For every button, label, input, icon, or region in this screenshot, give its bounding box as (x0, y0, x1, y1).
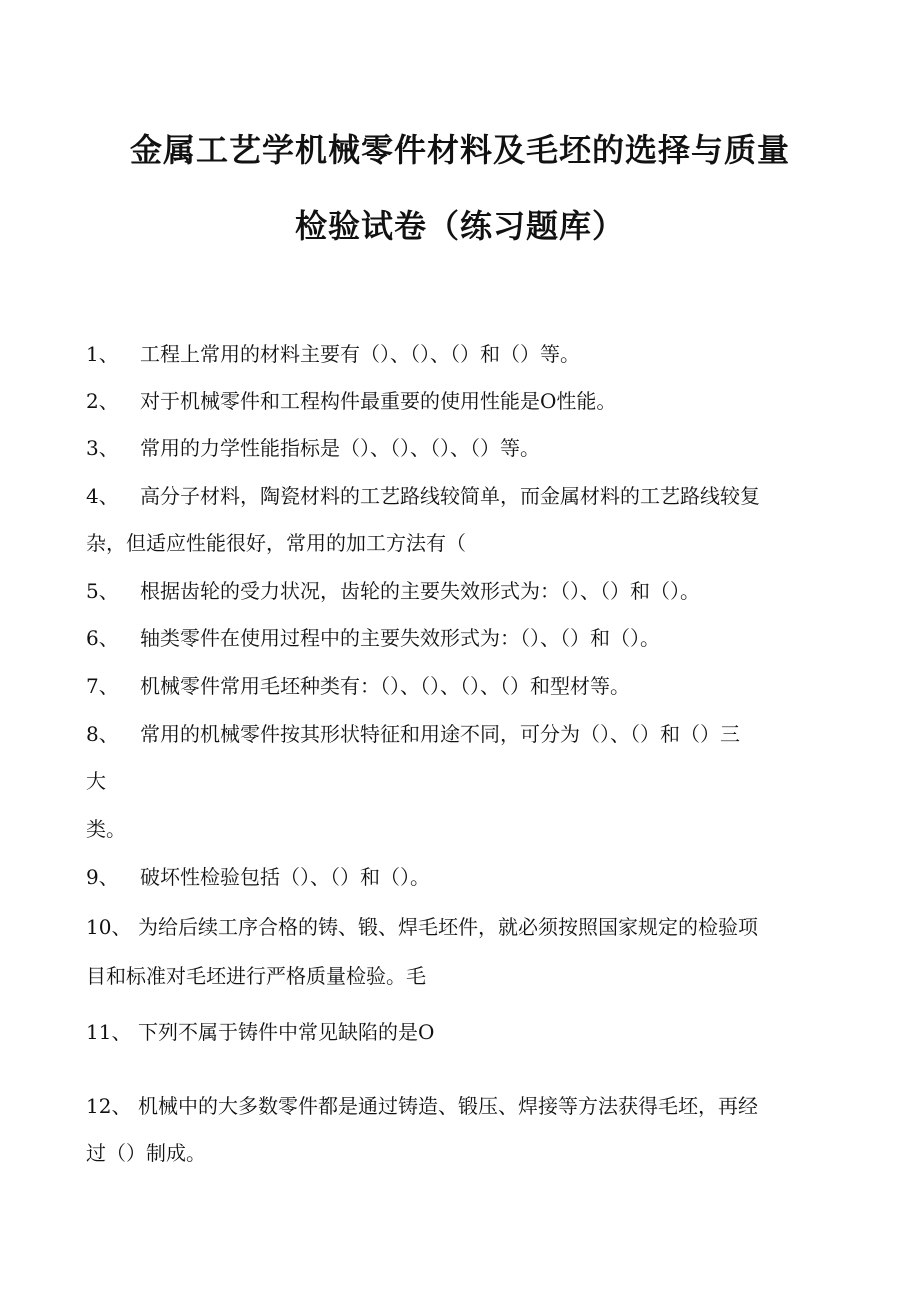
question-11 (86, 1009, 826, 1055)
question-6 (86, 615, 826, 661)
question-text: 机械中的大多数零件都是通过铸造、锻压、焊接等方法获得毛坯，再经 (138, 1094, 758, 1118)
question-text: 高分子材料，陶瓷材料的工艺路线较简单，而金属材料的工艺路线较复 (140, 484, 760, 508)
question-2 (86, 378, 826, 424)
question-text: 轴类零件在使用过程中的主要失效形式为：（）、（）和（）。 (140, 626, 660, 650)
question-text: 破坏性检验包括（）、（）和（）。 (140, 865, 430, 889)
question-9 (86, 854, 826, 900)
question-10-continuation: 目和标准对毛坯进行严格质量检验。毛 (86, 964, 426, 988)
question-text: 机械零件常用毛坯种类有：（）、（）、（）、（）和型材等。 (140, 674, 630, 698)
question-number: 5、 (86, 579, 119, 603)
question-1 (86, 331, 826, 377)
page-title-line-2: 检验试卷（练习题库） (294, 207, 625, 245)
question-number: 6、 (86, 626, 119, 650)
question-number: 12、 (86, 1094, 132, 1118)
question-5 (86, 568, 826, 614)
question-8 (86, 711, 826, 757)
question-number: 3、 (86, 436, 119, 460)
question-number: 1、 (86, 342, 119, 366)
question-text: 对于机械零件和工程构件最重要的使用性能是O性能。 (140, 389, 617, 413)
question-text: 为给后续工序合格的铸、锻、焊毛坯件，就必须按照国家规定的检验项 (138, 915, 758, 939)
question-8-continuation-2: 类。 (86, 817, 126, 841)
question-text: 根据齿轮的受力状况，齿轮的主要失效形式为：（）、（）和（）。 (140, 579, 700, 603)
question-text: 常用的力学性能指标是（）、（）、（）、（）等。 (140, 436, 540, 460)
question-7 (86, 663, 826, 709)
question-text: 常用的机械零件按其形状特征和用途不同，可分为（）、（）和（）三 (140, 722, 740, 746)
question-10 (86, 904, 826, 950)
question-number: 7、 (86, 674, 119, 698)
question-number: 4、 (86, 484, 119, 508)
question-number: 10、 (86, 915, 132, 939)
page-title-line-1: 金属工艺学机械零件材料及毛坯的选择与质量 (129, 131, 790, 169)
question-number: 9、 (86, 865, 119, 889)
question-4 (86, 473, 826, 519)
question-8-continuation: 大 (86, 769, 106, 793)
question-3 (86, 425, 826, 471)
question-4-continuation: 杂，但适应性能很好，常用的加工方法有（ (86, 531, 466, 555)
question-number: 11、 (86, 1020, 132, 1044)
question-12-continuation: 过（）制成。 (86, 1141, 206, 1165)
question-number: 2、 (86, 389, 119, 413)
question-text: 下列不属于铸件中常见缺陷的是O (138, 1020, 435, 1044)
question-12 (86, 1083, 826, 1129)
question-number: 8、 (86, 722, 119, 746)
question-text: 工程上常用的材料主要有（）、（）、（）和（）等。 (140, 342, 580, 366)
